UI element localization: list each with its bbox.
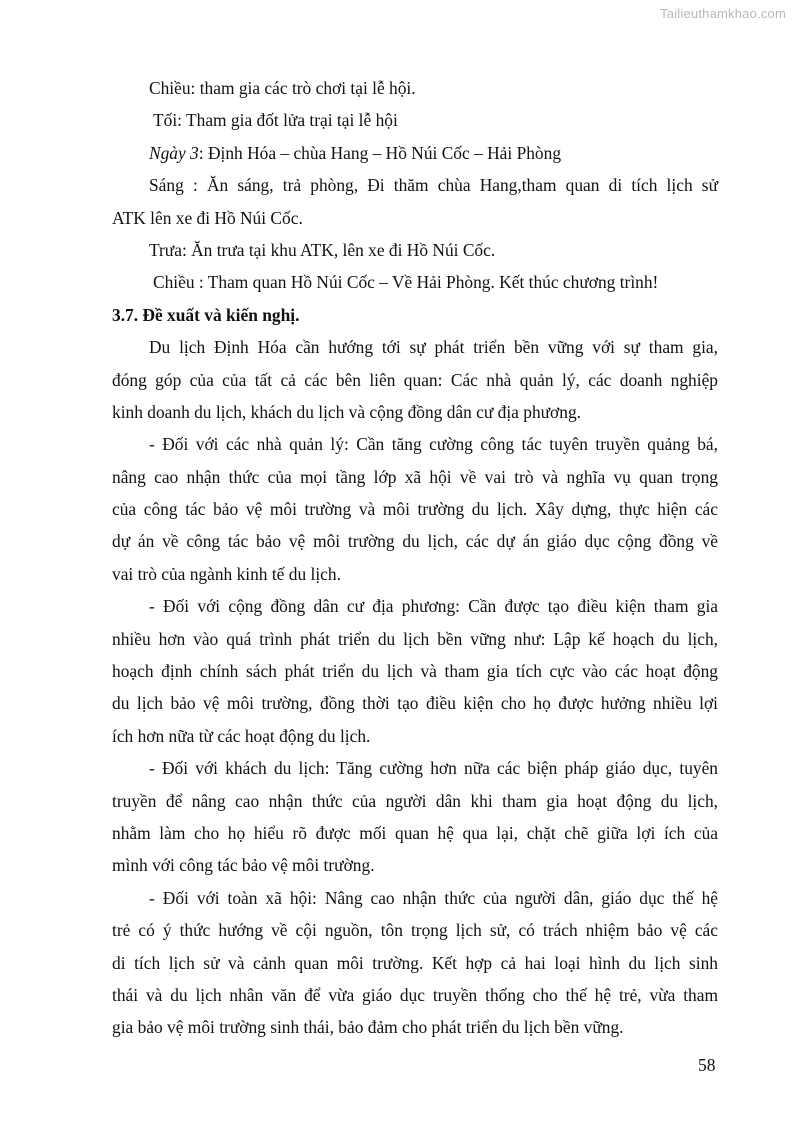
paragraph-line: của công tác bảo vệ môi trường và môi trường du lịch. Xây dựng, thực hiện các <box>112 499 718 520</box>
paragraph-line: nhằm làm cho họ hiểu rõ được mối quan hệ qua lại, chặt chẽ giữa lợi ích của <box>112 822 718 843</box>
schedule-afternoon-day3: Chiều : Tham quan Hồ Núi Cốc – Về Hải Phòng. Kết thúc chương trình! <box>153 272 659 293</box>
schedule-noon: Trưa: Ăn trưa tại khu ATK, lên xe đi Hồ Núi Cốc. <box>149 239 496 260</box>
section-heading: 3.7. Đề xuất và kiến nghị. <box>112 304 300 325</box>
schedule-evening-day2: Tối: Tham gia đốt lửa trại tại lễ hội <box>153 110 398 131</box>
paragraph-line: nâng cao nhận thức của mọi tầng lớp xã hội về vai trò và nghĩa vụ quan trọng <box>112 466 718 487</box>
paragraph-line: kinh doanh du lịch, khách du lịch và cộng đồng dân cư địa phương. <box>112 401 581 422</box>
paragraph-line: - Đối với cộng đồng dân cư địa phương: Cần được tạo điều kiện tham gia <box>149 596 718 617</box>
schedule-afternoon-day2: Chiều: tham gia các trò chơi tại lễ hội. <box>149 78 416 98</box>
watermark-text: Tailieuthamkhao.com <box>660 6 786 21</box>
paragraph-line: truyền để nâng cao nhận thức của người dân khi tham gia hoạt động du lịch, <box>112 790 718 811</box>
paragraph-line: du lịch bảo vệ môi trường, đồng thời tạo điều kiện cho họ được hưởng nhiều lợi <box>112 693 718 714</box>
paragraph-line: Du lịch Định Hóa cần hướng tới sự phát triển bền vững với sự tham gia, <box>149 337 718 358</box>
paragraph-line: thái và du lịch nhân văn để vừa giáo dục truyền thống cho thế hệ trẻ, vừa tham <box>112 984 718 1005</box>
paragraph-line: - Đối với khách du lịch: Tăng cường hơn nữa các biện pháp giáo dục, tuyên <box>149 758 718 779</box>
paragraph-community <box>112 590 718 752</box>
paragraph-tourists <box>112 752 718 882</box>
schedule-day3-title <box>112 137 718 169</box>
paragraph-line: trẻ có ý thức hướng về cội nguồn, tôn trọng lịch sử, có trách nhiệm bảo vệ các <box>112 920 718 941</box>
paragraph-managers <box>112 428 718 590</box>
paragraph-line: mình với công tác bảo vệ môi trường. <box>112 855 375 876</box>
day3-route: : Định Hóa – chùa Hang – Hồ Núi Cốc – Hải Phòng <box>198 142 562 163</box>
paragraph-line: ích hơn nữa từ các hoạt động du lịch. <box>112 725 371 746</box>
paragraph-line: - Đối với các nhà quản lý: Cần tăng cường công tác tuyên truyền quảng bá, <box>149 434 718 455</box>
paragraph-line: vai trò của ngành kinh tế du lịch. <box>112 563 341 584</box>
paragraph-intro <box>112 331 718 428</box>
paragraph-line: gia bảo vệ môi trường sinh thái, bảo đảm cho phát triển du lịch bền vững. <box>112 1017 624 1038</box>
paragraph-line: di tích lịch sử và cảnh quan môi trường. Kết hợp cả hai loại hình du lịch sinh <box>112 952 718 973</box>
document-page <box>112 72 718 1044</box>
paragraph-line: hoạch định chính sách phát triển du lịch và tham gia tích cực vào các hoạt động <box>112 661 718 682</box>
paragraph-line: đóng góp của của tất cả các bên liên quan: Các nhà quản lý, các doanh nghiệp <box>112 369 718 390</box>
schedule-morning-line-1: Sáng : Ăn sáng, trả phòng, Đi thăm chùa Hang,tham quan di tích lịch sử <box>149 175 718 196</box>
paragraph-line: nhiều hơn vào quá trình phát triển du lịch bền vững như: Lập kế hoạch du lịch, <box>112 628 718 649</box>
schedule-morning-line-2: ATK lên xe đi Hồ Núi Cốc. <box>112 207 303 228</box>
paragraph-line: - Đối với toàn xã hội: Nâng cao nhận thức của người dân, giáo dục thế hệ <box>149 887 718 908</box>
paragraph-line: dự án về công tác bảo vệ môi trường du lịch, các dự án giáo dục cộng đồng về <box>112 531 718 552</box>
paragraph-society <box>112 882 718 1044</box>
page-number: 58 <box>698 1055 716 1075</box>
day3-label: Ngày 3 <box>149 142 199 163</box>
